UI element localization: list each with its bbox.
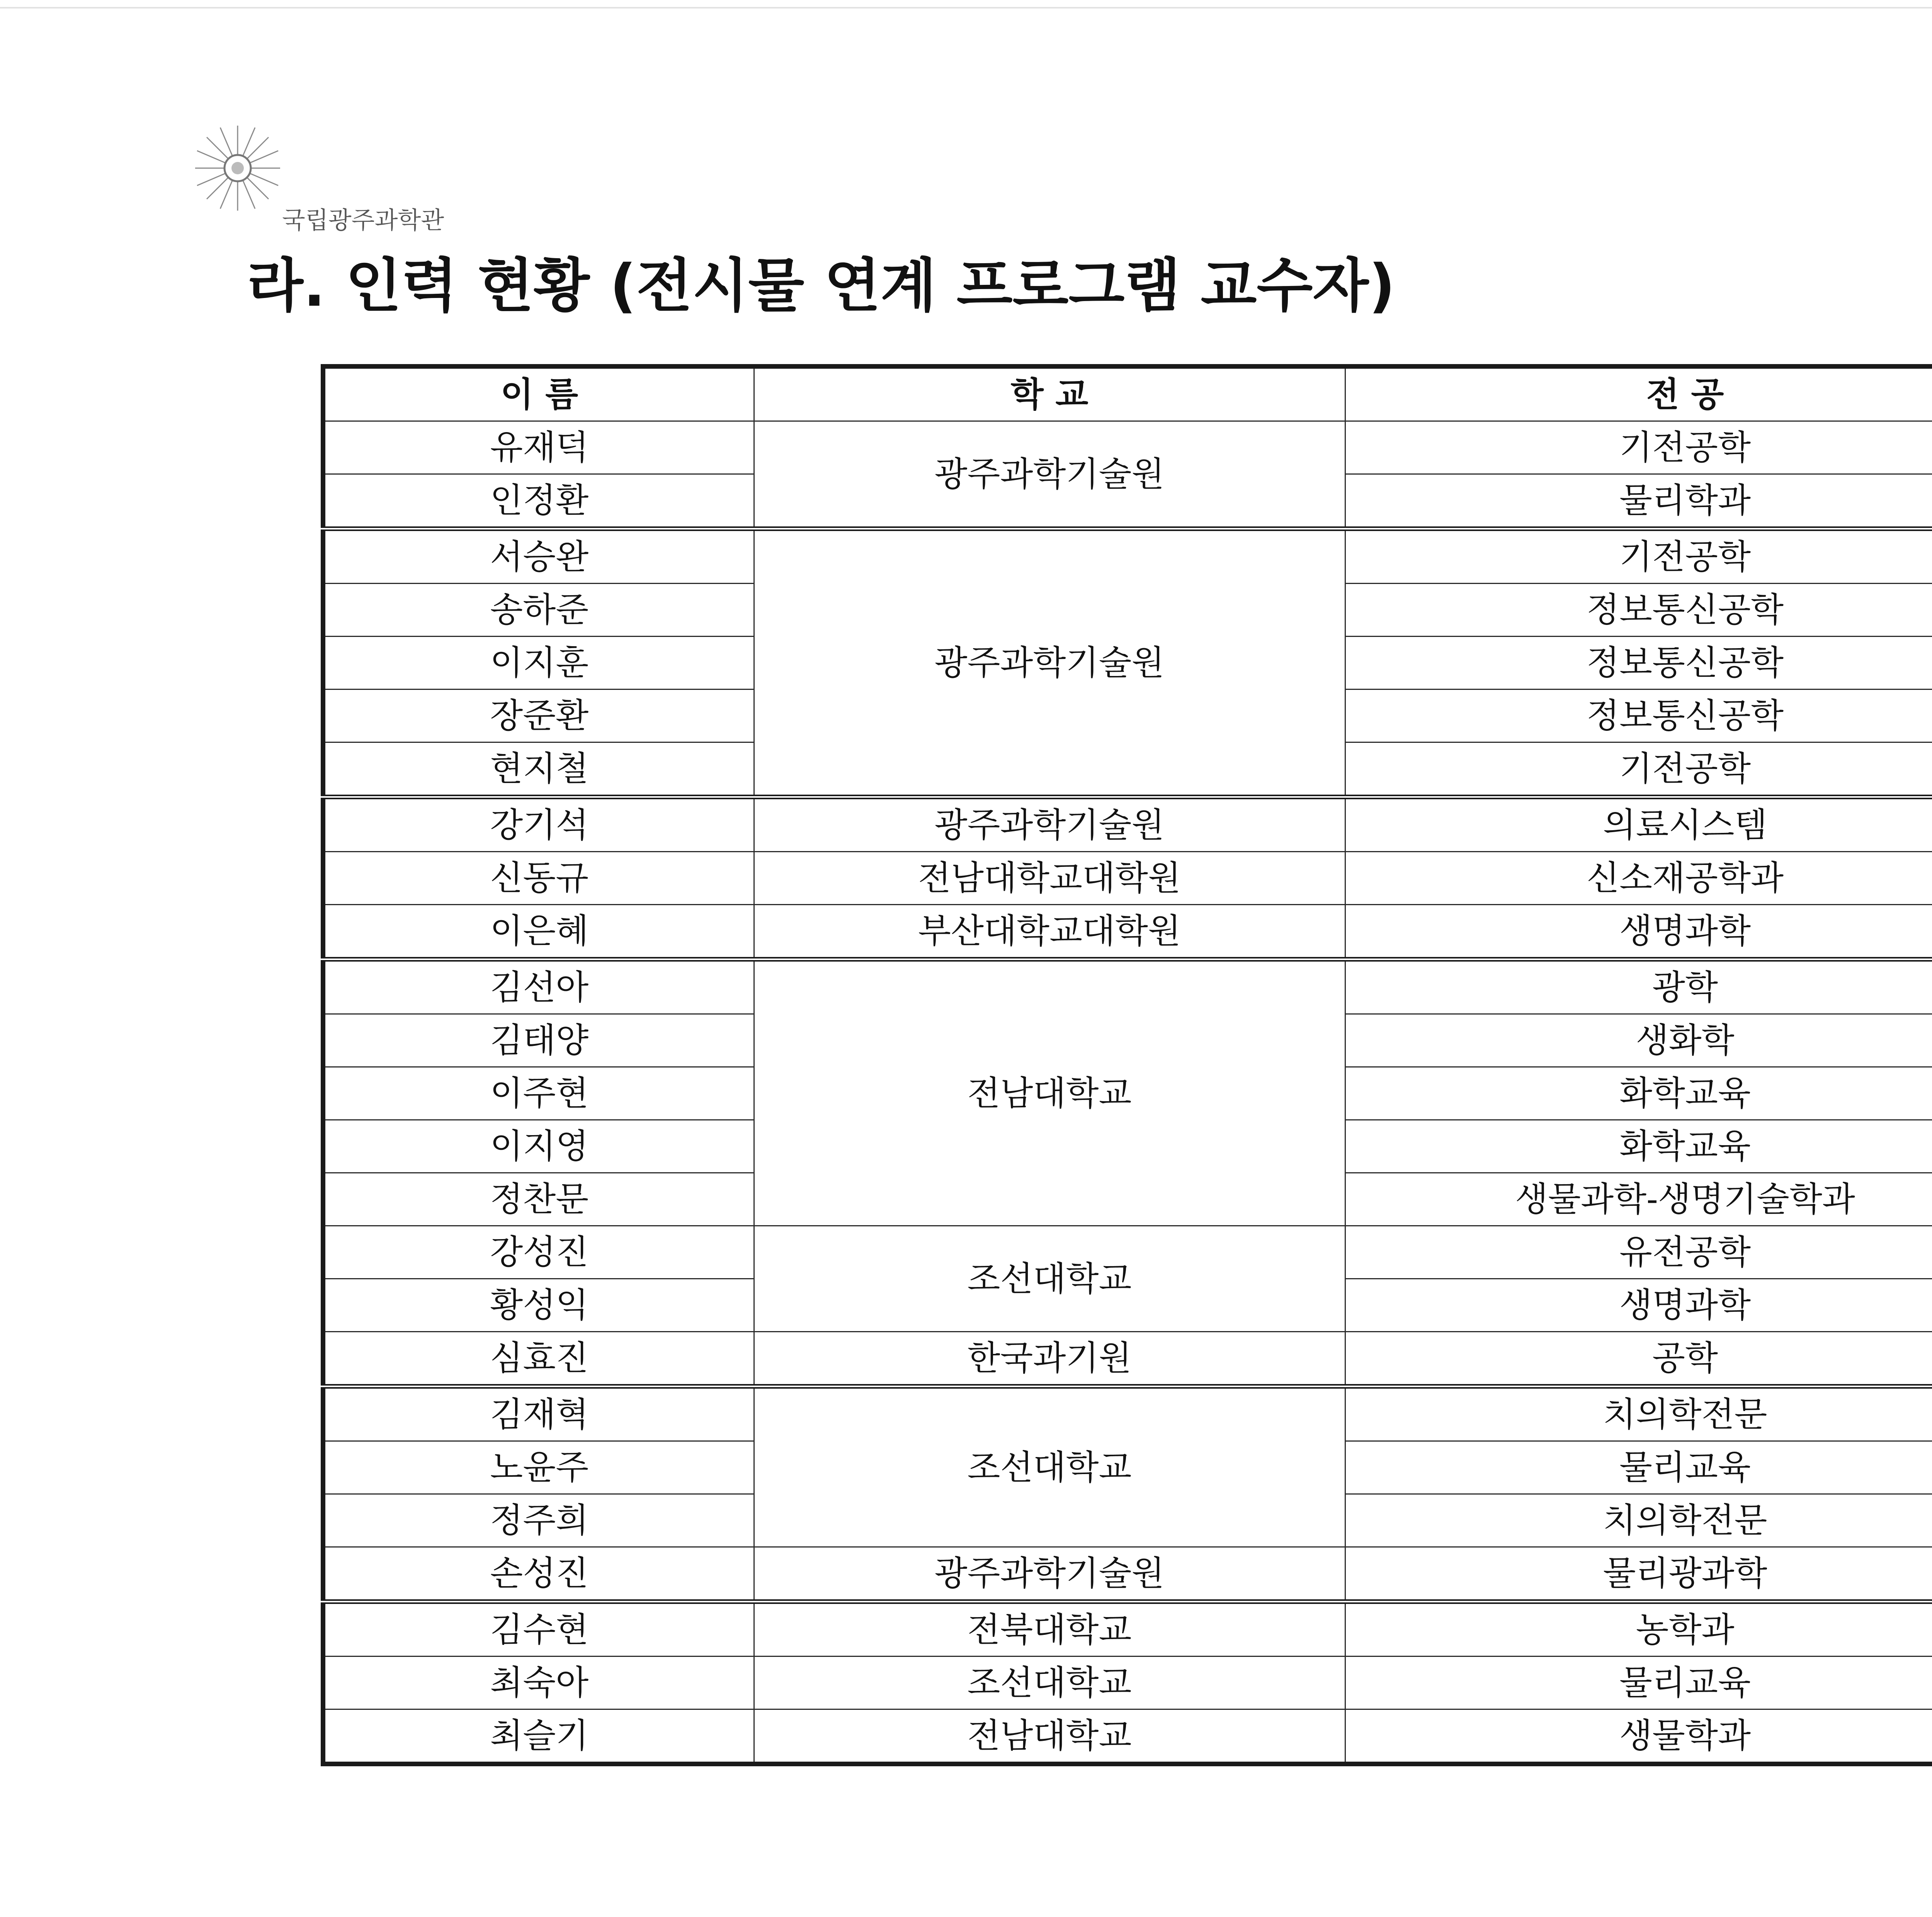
cell-school: 부산대학교대학원 (754, 905, 1345, 960)
cell-name: 유재덕 (323, 421, 754, 474)
cell-name: 이지영 (323, 1120, 754, 1173)
logo-text: 국립광주과학관 (282, 206, 444, 234)
cell-name: 인정환 (323, 474, 754, 529)
cell-school: 광주과학기술원 (754, 421, 1345, 529)
table-row (323, 529, 1932, 584)
cell-major: 정보통신공학 (1345, 584, 1932, 637)
cell-major: 정보통신공학 (1345, 637, 1932, 690)
cell-major: 생물학과 (1345, 1709, 1932, 1764)
degree-group (323, 421, 1932, 529)
degree-group (323, 1602, 1932, 1764)
table-row (323, 1386, 1932, 1441)
cell-name: 이지훈 (323, 637, 754, 690)
cell-name: 정찬문 (323, 1173, 754, 1226)
cell-name: 심효진 (323, 1332, 754, 1387)
cell-school: 조선대학교 (754, 1657, 1345, 1709)
degree-group (323, 1386, 1932, 1602)
cell-name: 현지철 (323, 742, 754, 797)
cell-school: 조선대학교 (754, 1386, 1345, 1547)
cell-school: 조선대학교 (754, 1226, 1345, 1332)
cell-school: 광주과학기술원 (754, 1547, 1345, 1602)
cell-name: 최숙아 (323, 1657, 754, 1709)
cell-major: 의료시스템 (1345, 797, 1932, 852)
header-school: 학 교 (754, 366, 1345, 421)
cell-major: 기전공학 (1345, 742, 1932, 797)
cell-name: 최슬기 (323, 1709, 754, 1764)
cell-major: 화학교육 (1345, 1067, 1932, 1120)
cell-name: 이은혜 (323, 905, 754, 960)
cell-school: 한국과기원 (754, 1332, 1345, 1387)
museum-logo (193, 124, 487, 240)
table-row (323, 959, 1932, 1014)
staff-table (321, 364, 1932, 1766)
table-row (323, 1226, 1932, 1279)
top-border-line (0, 7, 1932, 9)
table-row (323, 1709, 1932, 1764)
cell-school: 전남대학교 (754, 1709, 1345, 1764)
cell-name: 노윤주 (323, 1441, 754, 1494)
cell-name: 이주현 (323, 1067, 754, 1120)
table-row (323, 797, 1932, 852)
table-row (323, 421, 1932, 474)
header-major: 전 공 (1345, 366, 1932, 421)
cell-name: 황성익 (323, 1279, 754, 1332)
cell-major: 기전공학 (1345, 421, 1932, 474)
cell-name: 손성진 (323, 1547, 754, 1602)
cell-major: 생명과학 (1345, 905, 1932, 960)
table-row (323, 1332, 1932, 1387)
cell-name: 김수현 (323, 1602, 754, 1657)
cell-name: 강성진 (323, 1226, 754, 1279)
cell-major: 생명과학 (1345, 1279, 1932, 1332)
header-row (323, 366, 1932, 421)
cell-major: 정보통신공학 (1345, 690, 1932, 742)
cell-major: 물리교육 (1345, 1441, 1932, 1494)
cell-school: 전북대학교 (754, 1602, 1345, 1657)
cell-major: 농학과 (1345, 1602, 1932, 1657)
cell-name: 김태양 (323, 1014, 754, 1067)
cell-school: 전남대학교 (754, 959, 1345, 1226)
degree-group (323, 797, 1932, 959)
degree-group (323, 959, 1932, 1386)
cell-major: 치의학전문 (1345, 1386, 1932, 1441)
table-row (323, 1657, 1932, 1709)
cell-school: 광주과학기술원 (754, 797, 1345, 852)
cell-major: 기전공학 (1345, 529, 1932, 584)
table-row (323, 1547, 1932, 1602)
header-name: 이 름 (323, 366, 754, 421)
cell-name: 강기석 (323, 797, 754, 852)
cell-name: 서승완 (323, 529, 754, 584)
cell-major: 공학 (1345, 1332, 1932, 1387)
section-title: 라. 인력 현황 (전시물 연계 프로그램 교수자) (247, 252, 1395, 320)
cell-major: 물리학과 (1345, 474, 1932, 529)
cell-name: 송하준 (323, 584, 754, 637)
cell-major: 유전공학 (1345, 1226, 1932, 1279)
cell-name: 신동규 (323, 852, 754, 905)
table-row (323, 1602, 1932, 1657)
cell-major: 물리광과학 (1345, 1547, 1932, 1602)
starburst-logo-icon (193, 124, 282, 213)
cell-major: 생화학 (1345, 1014, 1932, 1067)
cell-major: 광학 (1345, 959, 1932, 1014)
cell-major: 신소재공학과 (1345, 852, 1932, 905)
cell-school: 광주과학기술원 (754, 529, 1345, 797)
degree-group (323, 529, 1932, 797)
cell-major: 화학교육 (1345, 1120, 1932, 1173)
cell-name: 김재혁 (323, 1386, 754, 1441)
table-row (323, 905, 1932, 960)
cell-major: 치의학전문 (1345, 1494, 1932, 1547)
table-row (323, 852, 1932, 905)
cell-name: 김선아 (323, 959, 754, 1014)
cell-name: 정주희 (323, 1494, 754, 1547)
cell-major: 물리교육 (1345, 1657, 1932, 1709)
cell-name: 장준환 (323, 690, 754, 742)
cell-major: 생물과학-생명기술학과 (1345, 1173, 1932, 1226)
cell-school: 전남대학교대학원 (754, 852, 1345, 905)
